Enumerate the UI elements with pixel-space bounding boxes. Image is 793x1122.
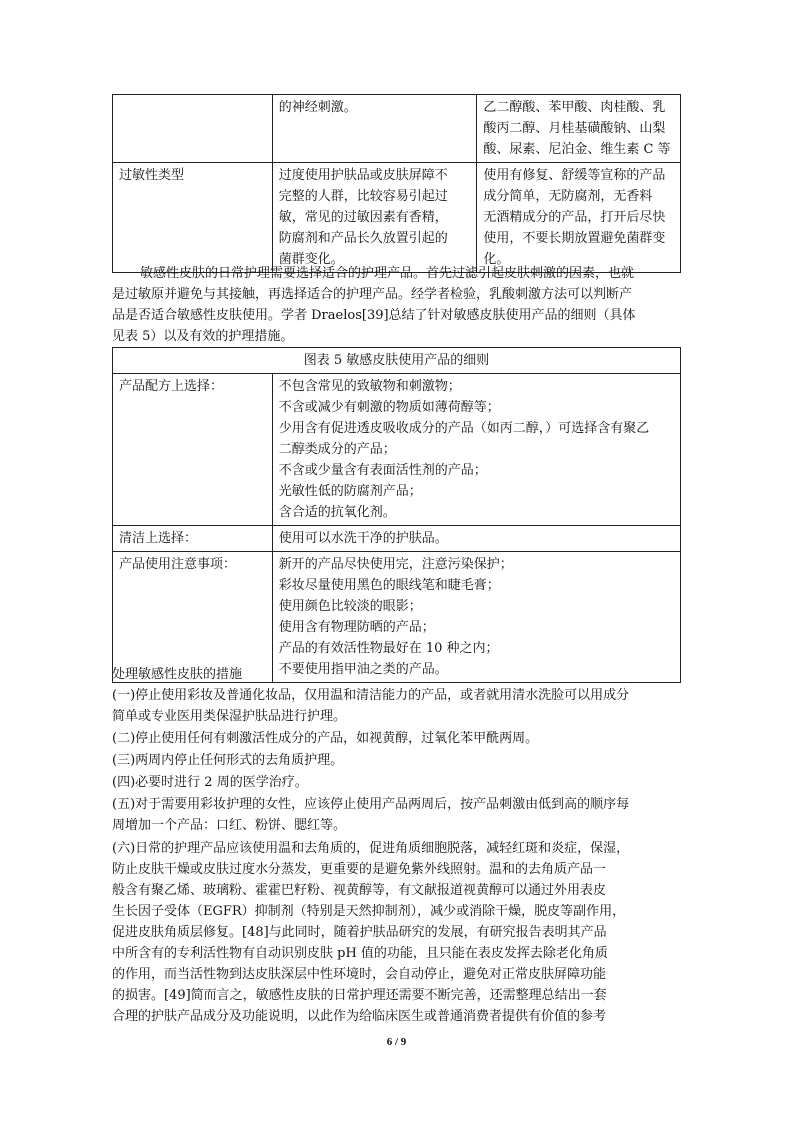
cell-line: 新开的产品尽快使用完，注意污染保护； (278, 557, 513, 572)
list-text: 般含有聚乙烯、玻璃粉、霍霍巴籽粉、视黄醇等，有文献报道视黄醇可以通过外用表皮 (112, 883, 607, 898)
list-text: 合理的护肤产品成分及功能说明，以此作为给临床医生或普通消费者提供有价值的参考 (112, 1009, 607, 1024)
table-row (113, 526, 681, 552)
cell-line: 二醇类成分的产品； (278, 442, 396, 457)
list-number: (二) (112, 731, 136, 746)
table-row (113, 163, 681, 273)
row-label: 产品配方上选择： (113, 374, 273, 526)
table-cell (272, 95, 477, 163)
list-item (112, 838, 682, 1027)
table-row (113, 552, 681, 683)
paragraph-line: 是过敏原并避免与其接触，再选择适合的护理产品。经学者检验，乳酸刺激方法可以判断产 (112, 287, 633, 302)
cell-line: 少用含有促进透皮吸收成分的产品（如丙二醇，）可选择含有聚乙 (278, 421, 650, 436)
cell-line: 成分简单，无防腐剂，无香料 (483, 189, 653, 204)
table-cell (272, 552, 680, 683)
table-cell (272, 374, 680, 526)
list-text: 的作用，而当活性物到达皮肤深层中性环境时，会自动停止，避免对正常皮肤屏障功能 (112, 967, 607, 982)
cell-line: 不含或少量含有表面活性剂的产品； (278, 463, 487, 478)
table-cell (272, 526, 680, 552)
list-text: 生长因子受体（EGFR）抑制剂（特别是天然抑制剂），减少或消除干燥，脱皮等副作用， (112, 904, 626, 919)
table-caption: 图表 5 敏感皮肤使用产品的细则 (113, 348, 681, 374)
cell-line: 使用有修复、舒缓等宣称的产品 (483, 168, 666, 183)
page-number: 6 / 9 (386, 1036, 407, 1048)
cell-line: 不包含常见的致敏物和刺激物； (278, 379, 461, 394)
table-caption-row (113, 348, 681, 374)
list-item (112, 685, 682, 727)
list-item (112, 728, 682, 749)
cell-line: 防腐剂和产品长久放置引起的 (278, 231, 448, 246)
cell-line: 化。 (483, 252, 510, 267)
list-number: (三) (112, 753, 136, 768)
cell-line: 菌群变化。 (278, 252, 344, 267)
cell-line: 完整的人群，比较容易引起过 (278, 189, 448, 204)
cell-line: 彩妆尽量使用黑色的眼线笔和睫毛膏； (278, 578, 500, 593)
list-text: 停止使用彩妆及普通化妆品，仅用温和清洁能力的产品，或者就用清水洗脸可以用成分 (135, 688, 630, 703)
cell-line: 敏，常见的过敏因素有香精， (278, 210, 448, 225)
cell-line: 无酒精成分的产品，打开后尽快 (483, 210, 666, 225)
body-paragraph (112, 263, 682, 347)
list-text: 必要时进行 2 周的医学治疗。 (135, 775, 308, 790)
list-text: 防止皮肤干燥或皮肤过度水分蒸发，更重要的是避免紫外线照射。温和的去角质产品一 (112, 862, 607, 877)
row-label: 产品使用注意事项： (113, 552, 273, 683)
cell-line: 含合适的抗氧化剂。 (278, 505, 396, 520)
cell-line: 使用可以水洗干净的护肤品。 (278, 531, 448, 546)
paragraph-line: 敏感性皮肤的日常护理需要选择适合的护理产品。首先过滤引起皮肤刺激的因素，也就 (140, 266, 635, 281)
cell-line: 不含或减少有刺激的物质如薄荷醇等； (278, 400, 500, 415)
cell-line: 酸、尿素、尼泊金、维生素 C 等 (483, 142, 671, 157)
paragraph-line: 品是否适合敏感性皮肤使用。学者 Draelos[39]总结了针对敏感皮肤使用产品的细则（具体 (112, 308, 636, 323)
section-heading: 处理敏感性皮肤的措施 (112, 667, 243, 682)
cell-line: 过度使用护肤品或皮肤屏障不 (278, 168, 448, 183)
cell-line: 光敏性低的防腐剂产品； (278, 484, 422, 499)
list-number: (一) (112, 688, 136, 703)
list-text: 周增加一个产品：口红、粉饼、腮红等。 (112, 818, 347, 833)
list-text: 对于需要用彩妆护理的女性，应该停止使用产品两周后，按产品刺激由低到高的顺序每 (135, 797, 630, 812)
list-text: 促进皮肤角质层修复。[48]与此同时，随着护肤品研究的发展，有研究报告表明其产品 (112, 925, 607, 940)
list-number: (六) (112, 841, 136, 856)
list-text: 两周内停止任何形式的去角质护理。 (135, 753, 344, 768)
paragraph-line: 见表 5）以及有效的护理措施。 (112, 329, 294, 344)
list-item (112, 772, 682, 793)
cell-line: 酸丙二醇、月桂基磺酸钠、山梨 (483, 121, 666, 136)
cell-line: 乙二醇酸、苯甲酸、肉桂酸、乳 (483, 100, 666, 115)
list-number: (四) (112, 775, 136, 790)
cell-line: 不要使用指甲油之类的产品。 (278, 662, 448, 677)
cell-line: 产品的有效活性物最好在 10 种之内； (278, 641, 499, 656)
list-item (112, 750, 682, 771)
table-row (113, 374, 681, 526)
continued-table (112, 94, 681, 273)
guidelines-table (112, 347, 681, 683)
list-text: 停止使用任何有刺激活性成分的产品，如视黄醇，过氧化苯甲酰两周。 (135, 731, 539, 746)
table-cell (477, 163, 681, 273)
list-text: 简单或专业医用类保湿护肤品进行护理。 (112, 709, 347, 724)
table-cell (113, 95, 273, 163)
list-text: 的损害。[49]简而言之，敏感性皮肤的日常护理还需要不断完善，还需整理总结出一套 (112, 988, 607, 1003)
list-number: (五) (112, 797, 136, 812)
table-row (113, 95, 681, 163)
row-label: 清洁上选择： (113, 526, 273, 552)
list-item (112, 794, 682, 836)
list-text: 中所含有的专利活性物有自动识别皮肤 pH 值的功能，且只能在表皮发挥去除老化角质 (112, 946, 608, 961)
cell-line: 使用，不要长期放置避免菌群变 (483, 231, 666, 246)
table-cell: 过敏性类型 (113, 163, 273, 273)
cell-line: 使用含有物理防晒的产品； (278, 620, 435, 635)
list-text: 日常的护理产品应该使用温和去角质的，促进角质细胞脱落，减轻红斑和炎症，保湿， (135, 841, 630, 856)
cell-line: 使用颜色比较淡的眼影； (278, 599, 422, 614)
cell-line: 的神经刺激。 (278, 100, 357, 115)
table-cell (477, 95, 681, 163)
table-cell (272, 163, 477, 273)
